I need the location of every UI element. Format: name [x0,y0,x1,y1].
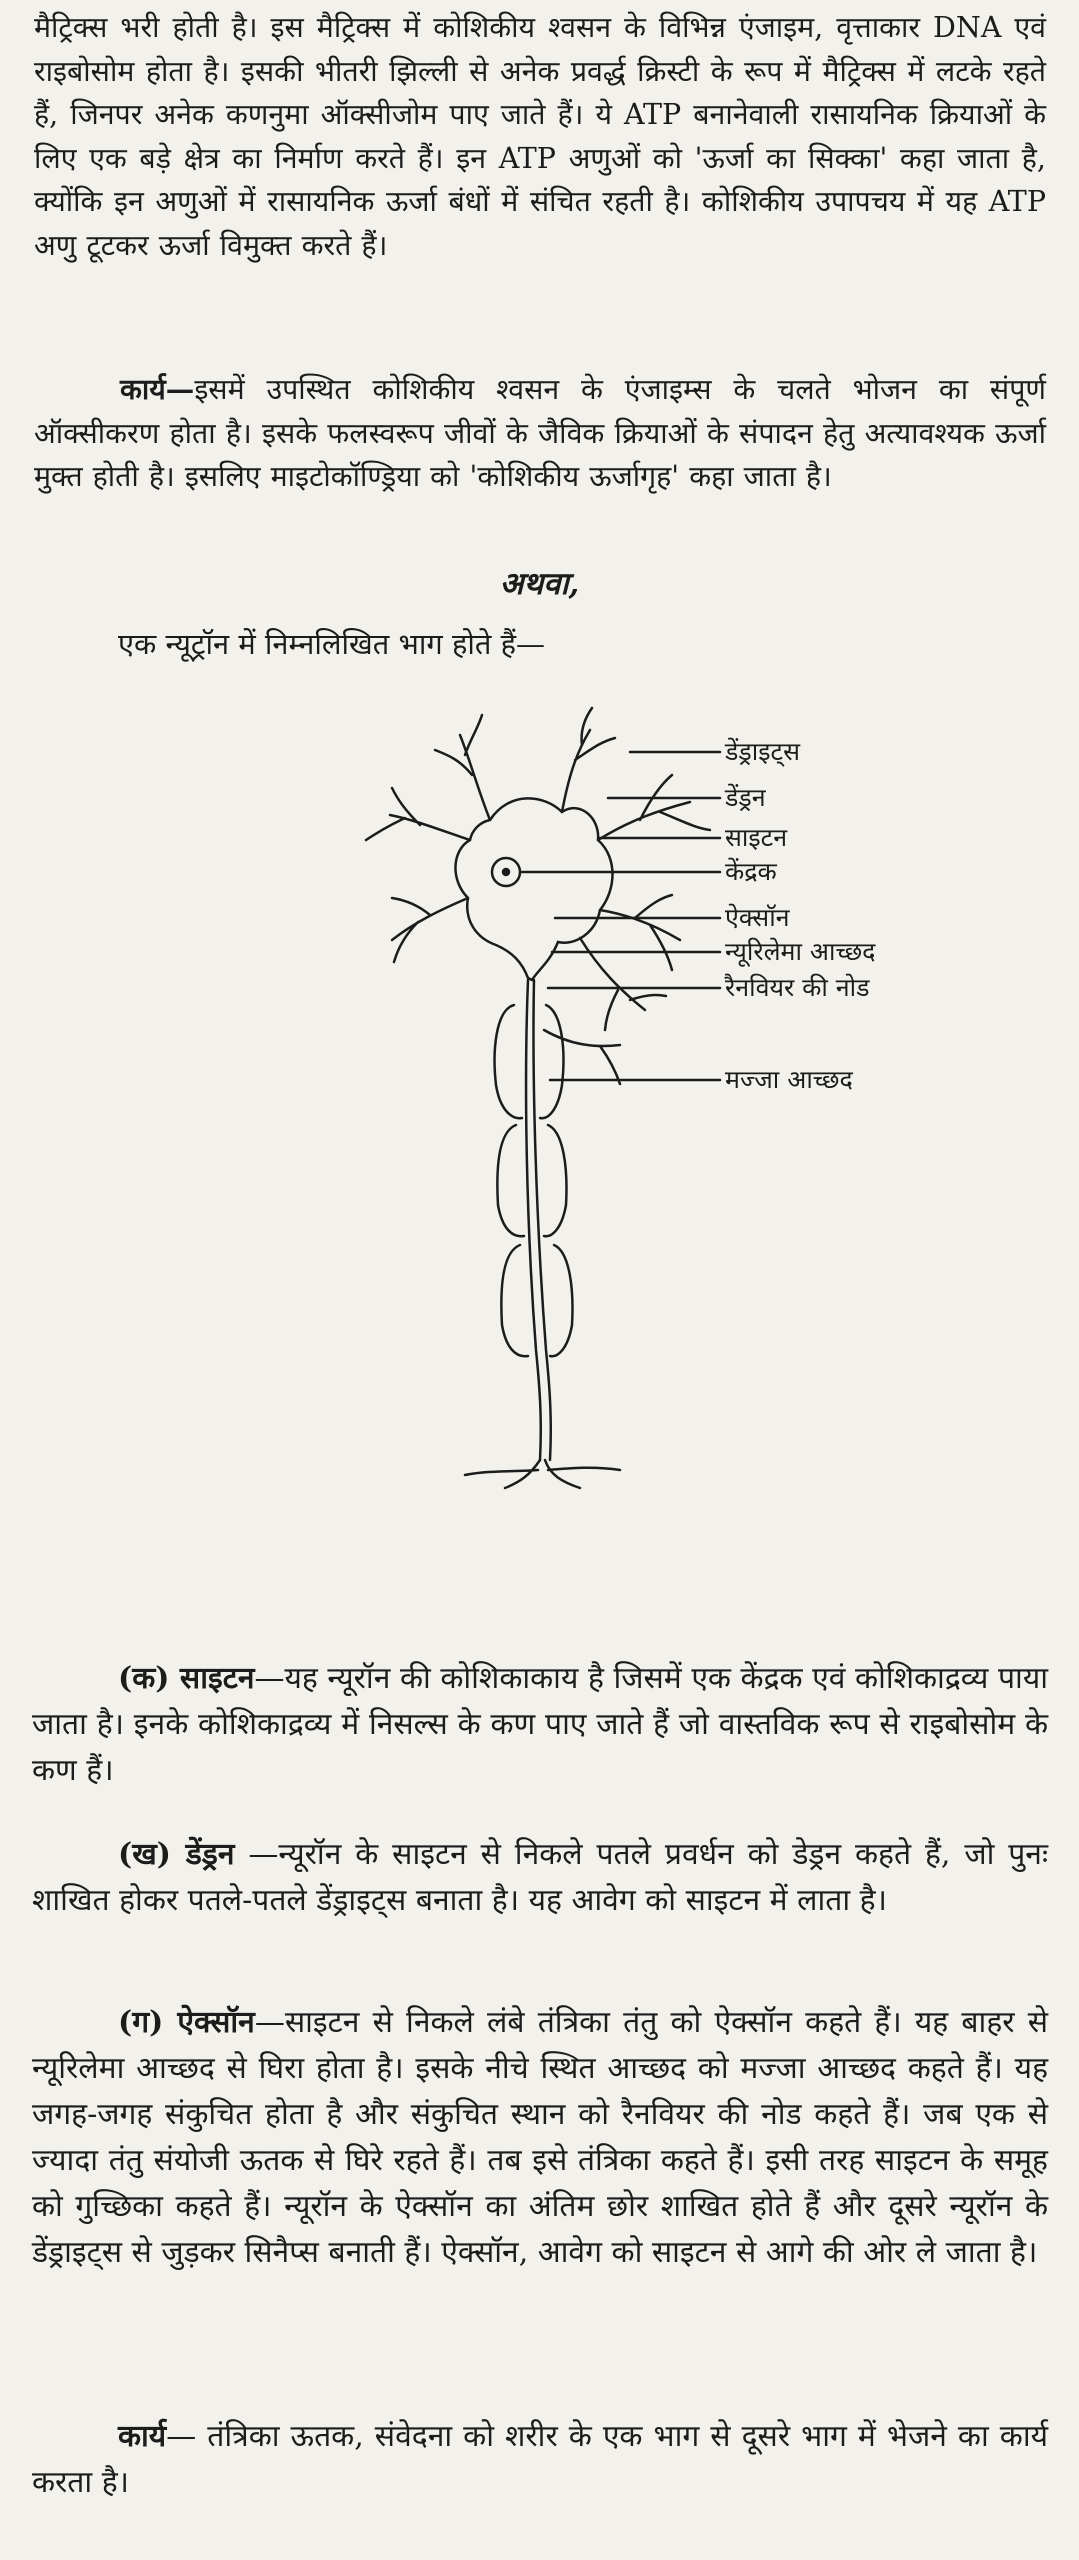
section-dendron-text: —न्यूरॉन के साइटन से निकले पतले प्रवर्धन को डेड्रन कहते हैं, जो पुनः शाखित होकर पतले-पतले डेंड्राइट्स बनाता है। यह आवेग को साइटन में लाता है। [32,1837,1049,1918]
dendrite-3 [598,775,710,840]
or-heading: अथवा, [499,566,580,602]
myelin-segment-1 [495,1005,564,1118]
label-myelin: मज्जा आच्छद [725,1065,853,1094]
section-function-text: — तंत्रिका ऊतक, संवेदना को शरीर के एक भाग से दूसरे भाग में भेजने का कार्य करता है। [32,2419,1048,2500]
section-function-label: कार्य [118,2419,167,2454]
neuron-diagram [300,700,920,1490]
myelin-segment-2 [497,1125,566,1236]
section-cyton-text: —यह न्यूरॉन की कोशिकाकाय है जिसमें एक केंद्रक एवं कोशिकाद्रव्य पाया जाता है। इनके कोशिकाद्रव्य में निसल्स के कण पाए जाते हैं जो वास्तविक रूप से राइबोसोम के कण हैं। [32,1661,1048,1788]
axon-terminal [465,1460,620,1488]
myelin-segment-3 [501,1245,572,1356]
paragraph-function [34,368,1046,499]
label-dendrites: डेंड्राइट्स [725,737,801,766]
section-dendron-label: (ख) डेंड्रन [118,1837,235,1872]
label-cyton: साइटन [725,823,788,852]
section-axon [32,2000,1048,2276]
collateral-branch [544,1030,620,1084]
dendrite-6 [600,895,680,970]
dendrite-5 [392,898,468,962]
label-node: रैनवियर की नोड [725,973,870,1002]
neuron-drawing [366,708,720,1488]
section-cyton [32,1656,1048,1794]
label-dendron: डेंड्रन [725,783,766,812]
label-nucleus: केंद्रक [725,857,777,886]
paragraph-mitochondria: मैट्रिक्स भरी होती है। इस मैट्रिक्स में कोशिकीय श्वसन के विभिन्न एंजाइम, वृत्ताकार DNA एवं राइबोसोम होता है। इसकी भीतरी झिल्ली से अनेक प्रवर्द्ध क्रिस्टी के रूप में मैट्रिक्स में लटके रहते हैं, जिनपर अनेक कणनुमा ऑक्सीजोम पाए जाते हैं। ये ATP बनानेवाली रासायनिक क्रियाओं के लिए एक बड़े क्षेत्र का निर्माण करते हैं। इन ATP अणुओं को 'ऊर्जा का सिक्का' कहा जाता है, क्योंकि इन अणुओं में रासायनिक ऊर्जा बंधों में संचित रहती है। कोशिकीय उपापचय में यह ATP अणु टूटकर ऊर्जा विमुक्त करते हैं। [34,11,1046,262]
dendrite-4 [366,788,470,840]
label-neurilemma: न्यूरिलेमा आच्छद [725,937,876,966]
neuron-intro: एक न्यूट्रॉन में निम्नलिखित भाग होते हैं— [118,627,546,661]
section-axon-label: (ग) ऐक्सॉन [118,2005,255,2040]
nucleolus-shape [503,869,509,875]
axon-line-inner [534,980,551,1460]
section-dendron [32,1832,1048,1924]
function-label: कार्य— [120,372,195,406]
function-text: इसमें उपस्थित कोशिकीय श्वसन के एंजाइम्स के चलते भोजन का संपूर्ण ऑक्सीकरण होता है। इसके फलस्वरूप जीवों के जैविक क्रियाओं के संपादन हेतु अत्यावश्यक ऊर्जा मुक्त होती है। इसलिए माइटोकॉण्ड्रिया को 'कोशिकीय ऊर्जागृह' कहा जाता है। [34,373,1046,493]
dendrite-2 [562,708,615,812]
label-axon: ऐक्सॉन [725,903,790,932]
section-function [32,2414,1048,2506]
section-cyton-label: (क) साइटन [118,1661,255,1696]
section-axon-text: —साइटन से निकले लंबे तंत्रिका तंतु को ऐक्सॉन कहते हैं। यह बाहर से न्यूरिलेमा आच्छद से घिरा होता है। इसके नीचे स्थित आच्छद को मज्जा आच्छद कहते हैं। यह जगह-जगह संकुचित होता है और संकुचित स्थान को रैनवियर की नोड कहते हैं। जब एक से ज्यादा तंतु संयोजी ऊतक से घिरे रहते हैं। तब इसे तंत्रिका कहते हैं। इसी तरह साइटन के समूह को गुच्छिका कहते हैं। न्यूरॉन के ऐक्सॉन का अंतिम छोर शाखित होते हैं और दूसरे न्यूरॉन के डेंड्राइट्स से जुड़कर सिनैप्स बनाती हैं। ऐक्सॉन, आवेग को साइटन से आगे की ओर ले जाता है। [32,2005,1048,2270]
dendrite-1 [435,715,490,820]
